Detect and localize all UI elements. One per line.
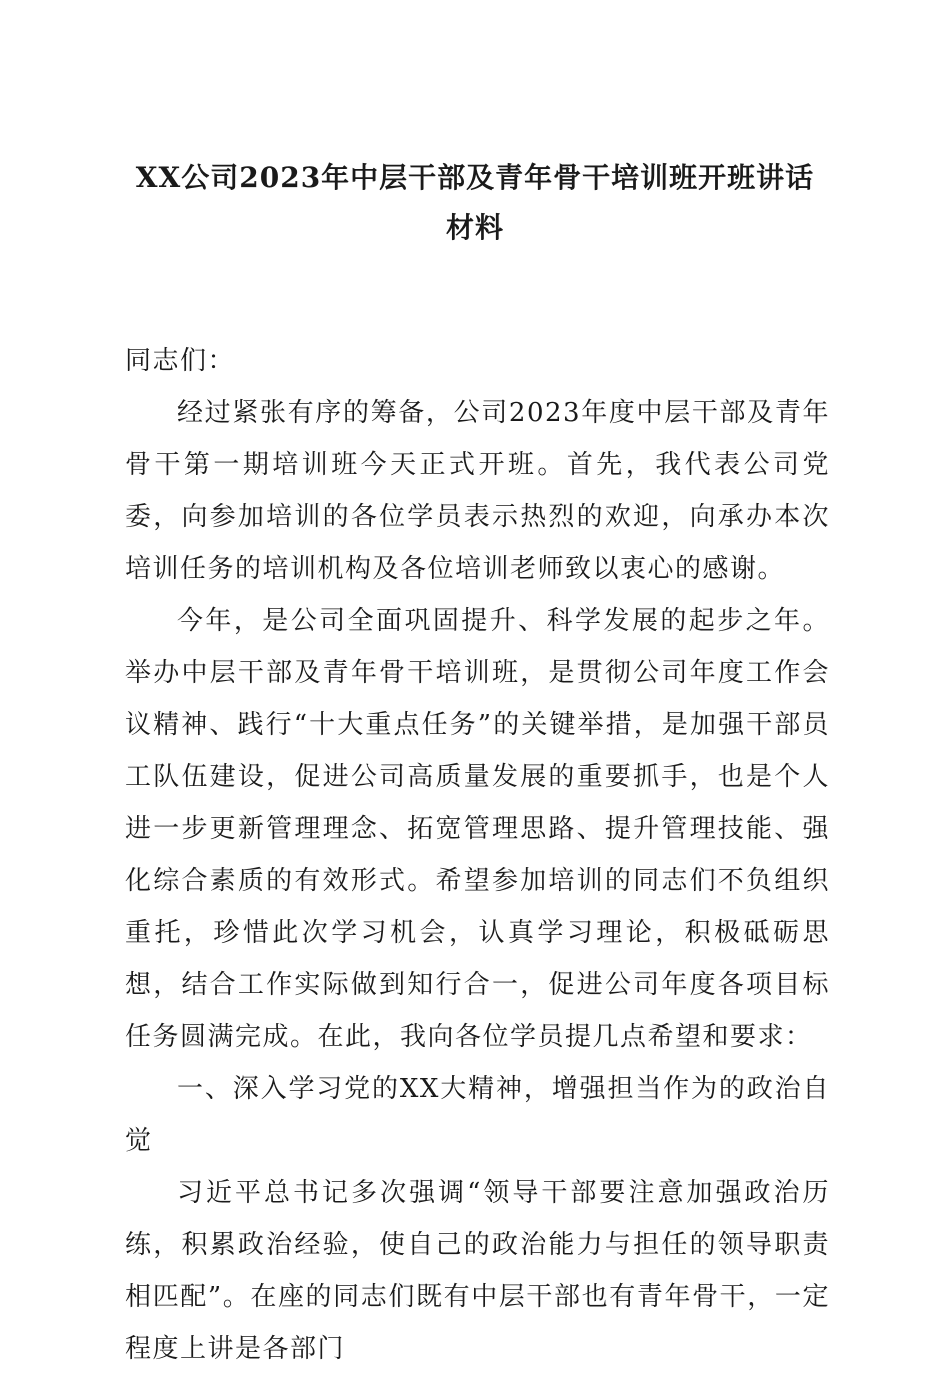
- salutation: 同志们：: [125, 346, 236, 376]
- paragraph-purpose: 今年，是公司全面巩固提升、科学发展的起步之年。举办中层干部及青年骨干培训班，是贯彻公司年度工作会议精神、践行“十大重点任务”的关键举措，是加强干部员工队伍建设，促进公司高质量发展的重要抓手，也是个人进一步更新管理理念、拓宽管理思路、提升管理技能、强化综合素质的有效形式。希望参加培训的同志们不负组织重托，珍惜此次学习机会，认真学习理论，积极砥砺思想，结合工作实际做到知行合一，促进公司年度各项目标任务圆满完成。在此，我向各位学员提几点希望和要求：: [125, 606, 830, 1052]
- section-heading-one: 一、深入学习党的XX大精神，增强担当作为的政治自觉: [125, 1074, 830, 1156]
- paragraph-section-one: 习近平总书记多次强调“领导干部要注意加强政治历练，积累政治经验，使自己的政治能力与担任的领导职责相匹配”。在座的同志们既有中层干部也有青年骨干，一定程度上讲是各部门: [125, 1178, 830, 1364]
- document-body: [125, 335, 830, 1375]
- paragraph-opening: 经过紧张有序的筹备，公司2023年度中层干部及青年骨干第一期培训班今天正式开班。首先，我代表公司党委，向参加培训的各位学员表示热烈的欢迎，向承办本次培训任务的培训机构及各位培训老师致以衷心的感谢。: [125, 398, 830, 584]
- document-title: XX公司2023年中层干部及青年骨干培训班开班讲话材料: [135, 161, 815, 244]
